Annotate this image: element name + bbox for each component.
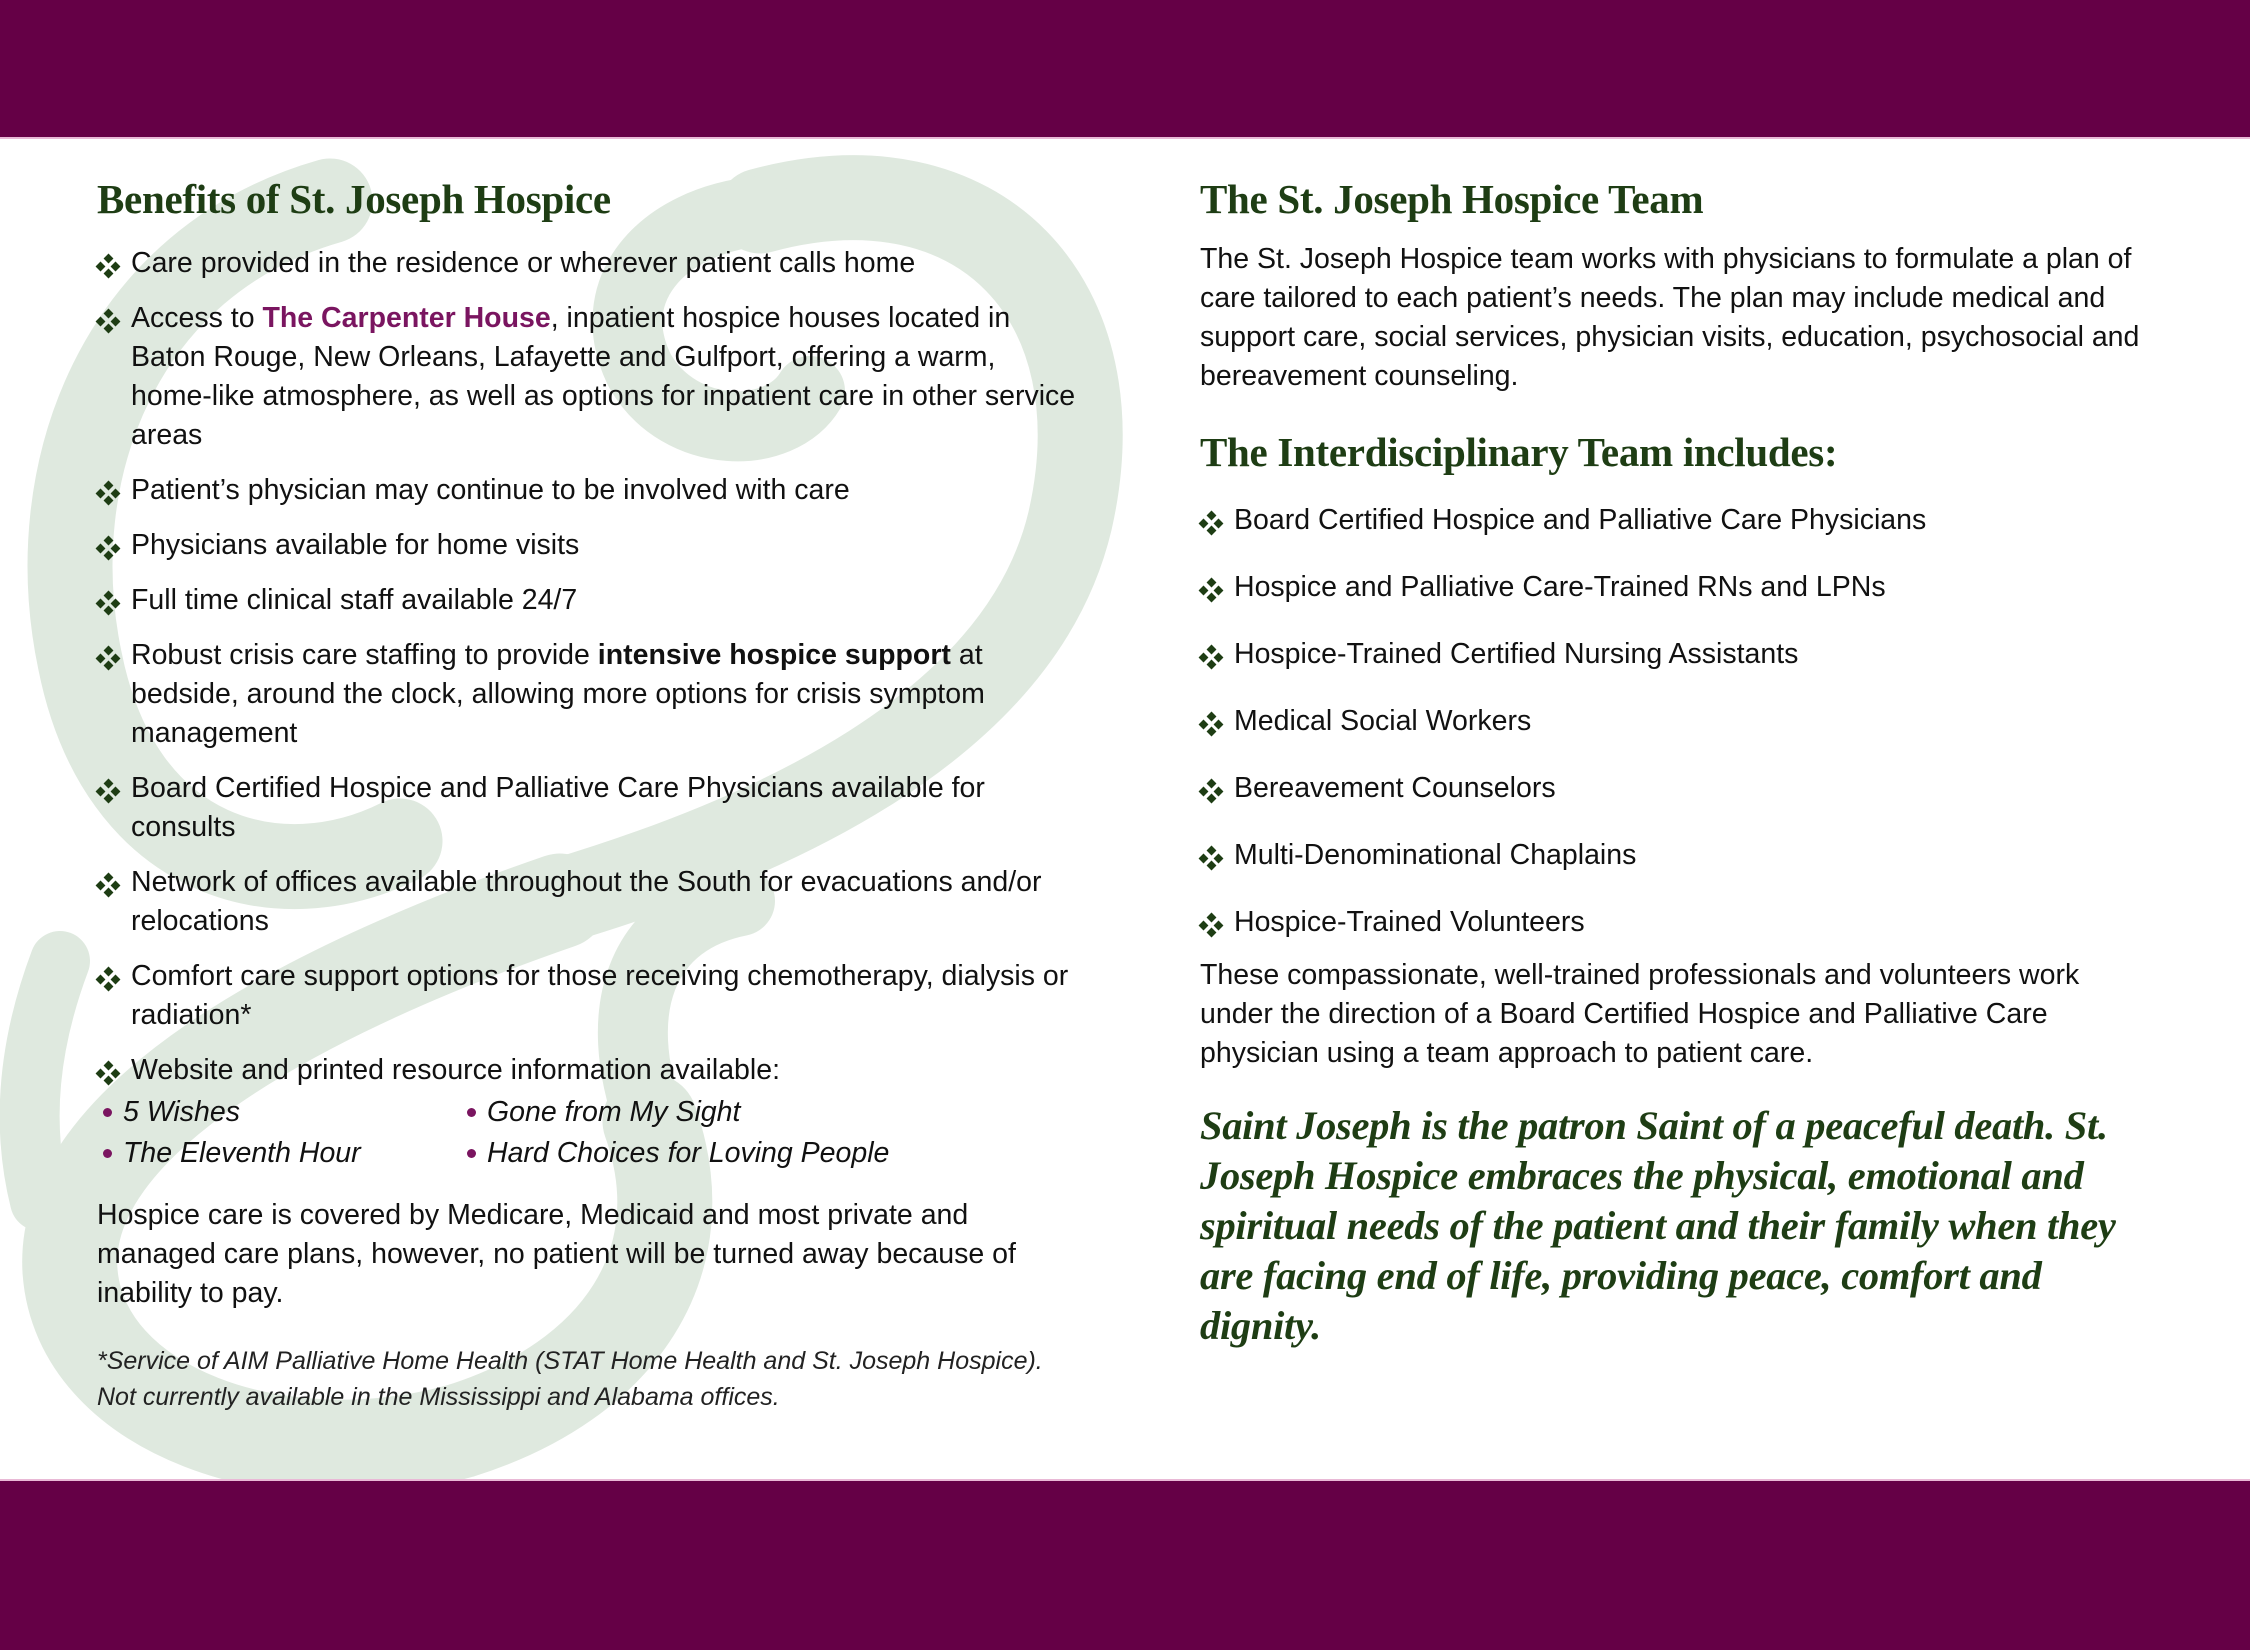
team-member-item: Board Certified Hospice and Palliative Care Physicians: [1200, 501, 2160, 540]
team-members-list: [1200, 501, 2160, 942]
mission-quote: Saint Joseph is the patron Saint of a peaceful death. St. Joseph Hospice embraces the physical, emotional and spiritual needs of the patient and their family when they are facing end of life, providing peace, comfort and dignity.: [1200, 1103, 2116, 1349]
team-member-item: Multi-Denominational Chaplains: [1200, 836, 2160, 875]
diamond-bullet-icon: [97, 874, 119, 896]
benefit-item: Comfort care support options for those receiving chemotherapy, dialysis or radiation*: [97, 957, 1077, 1035]
team-member-item: Hospice-Trained Certified Nursing Assistants: [1200, 635, 2160, 674]
benefits-title: Benefits of St. Joseph Hospice: [97, 176, 611, 222]
resource-item: Hard Choices for Loving People: [465, 1133, 965, 1174]
benefits-section: [97, 141, 1077, 1415]
diamond-bullet-icon: [97, 592, 119, 614]
benefit-item: Patient’s physician may continue to be involved with care: [97, 471, 1077, 510]
benefit-item: Network of offices available throughout the South for evacuations and/or relocations: [97, 863, 1077, 941]
bottom-color-band: [0, 1479, 2250, 1650]
coverage-paragraph: Hospice care is covered by Medicare, Medicaid and most private and managed care plans, however, no patient will be turned away because of inability to pay.: [97, 1199, 1016, 1310]
footnote: *Service of AIM Palliative Home Health (STAT Home Health and St. Joseph Hospice). Not currently available in the Mississippi and Alabama offices.: [97, 1347, 1043, 1412]
interdisciplinary-title: The Interdisciplinary Team includes:: [1200, 429, 1838, 476]
diamond-bullet-icon: [97, 482, 119, 504]
benefit-item: Access to The Carpenter House, inpatient hospice houses located in Baton Rouge, New Orleans, Lafayette and Gulfport, offering a warm, home-like atmosphere, as well as options for inpatient care in other service areas: [97, 299, 1077, 455]
team-member-item: Medical Social Workers: [1200, 702, 2160, 741]
closing-paragraph: These compassionate, well-trained professionals and volunteers work under the direction of a Board Certified Hospice and Palliative Care physician using a team approach to patient care.: [1200, 959, 2080, 1070]
benefit-item: Board Certified Hospice and Palliative Care Physicians available for consults: [97, 769, 1077, 847]
diamond-bullet-icon: [1200, 579, 1222, 601]
resource-list: [101, 1092, 1077, 1174]
diamond-bullet-icon: [1200, 512, 1222, 534]
resource-item: 5 Wishes: [101, 1092, 465, 1133]
team-member-item: Hospice-Trained Volunteers: [1200, 903, 2160, 942]
resource-item: Gone from My Sight: [465, 1092, 965, 1133]
team-title: The St. Joseph Hospice Team: [1200, 176, 1704, 222]
diamond-bullet-icon: [1200, 646, 1222, 668]
diamond-bullet-icon: [97, 780, 119, 802]
benefit-item: Full time clinical staff available 24/7: [97, 581, 1077, 620]
carpenter-house-highlight: The Carpenter House: [262, 302, 551, 335]
benefit-item: Robust crisis care staffing to provide intensive hospice support at bedside, around the clock, allowing more options for crisis symptom management: [97, 636, 1077, 753]
team-member-item: Bereavement Counselors: [1200, 769, 2160, 808]
diamond-bullet-icon: [97, 537, 119, 559]
resource-item: The Eleventh Hour: [101, 1133, 465, 1174]
diamond-bullet-icon: [1200, 914, 1222, 936]
team-section: [1200, 141, 2160, 1351]
benefits-list: [97, 244, 1077, 1090]
diamond-bullet-icon: [97, 968, 119, 990]
team-member-item: Hospice and Palliative Care-Trained RNs and LPNs: [1200, 568, 2160, 607]
diamond-bullet-icon: [97, 255, 119, 277]
benefit-item: Physicians available for home visits: [97, 526, 1077, 565]
diamond-bullet-icon: [1200, 847, 1222, 869]
diamond-bullet-icon: [97, 1062, 119, 1084]
diamond-bullet-icon: [1200, 780, 1222, 802]
diamond-bullet-icon: [97, 647, 119, 669]
top-color-band: [0, 0, 2250, 139]
benefit-item: Website and printed resource information available:: [97, 1051, 1077, 1090]
diamond-bullet-icon: [1200, 713, 1222, 735]
team-intro-paragraph: The St. Joseph Hospice team works with physicians to formulate a plan of care tailored to each patient’s needs. The plan may include medical and support care, social services, physician visits, education, psychosocial and bereavement counseling.: [1200, 243, 2140, 393]
intensive-support-emphasis: intensive hospice support: [597, 639, 951, 672]
benefit-item: Care provided in the residence or wherever patient calls home: [97, 244, 1077, 283]
diamond-bullet-icon: [97, 310, 119, 332]
